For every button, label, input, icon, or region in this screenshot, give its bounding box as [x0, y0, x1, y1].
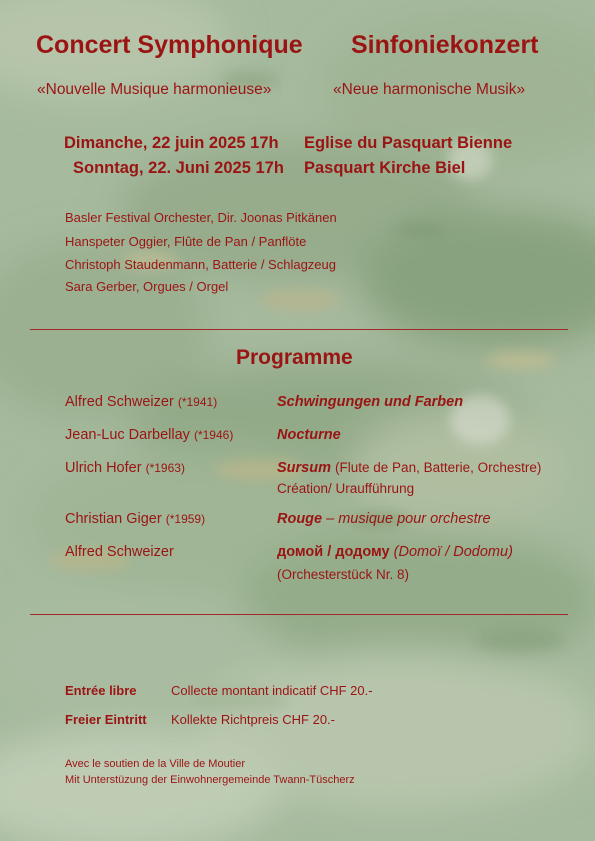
work-5-note: (Orchesterstück Nr. 8) [277, 567, 410, 582]
entry-label-de: Freier Eintritt [65, 712, 147, 727]
composer-name: Ulrich Hofer [65, 460, 142, 476]
work-5 [277, 544, 513, 560]
work-3-note: Création/ Uraufführung [277, 481, 415, 496]
divider-bottom [30, 614, 568, 615]
work-title: домой / додому [277, 544, 390, 560]
work-detail: – musique pour orchestre [326, 511, 491, 527]
divider-top [30, 329, 568, 330]
work-3 [277, 460, 541, 476]
composer-name: Alfred Schweizer [65, 544, 174, 560]
work-4 [277, 511, 491, 527]
date-fr: Dimanche, 22 juin 2025 17h [64, 134, 279, 152]
support-de: Mit Unterstüzung der Einwohnergemeinde Twann-Tüscherz [65, 774, 355, 786]
composer-2 [65, 427, 233, 443]
work-2: Nocturne [277, 427, 341, 443]
place-de: Pasquart Kirche Biel [304, 159, 466, 177]
work-detail: (Domoï / Dodomu) [393, 544, 513, 560]
title-de: Sinfoniekonzert [351, 31, 539, 59]
date-de: Sonntag, 22. Juni 2025 17h [73, 159, 284, 177]
composer-year: (*1941) [177, 395, 218, 409]
work-title: Rouge [277, 511, 323, 527]
composer-year: (*1963) [145, 461, 185, 475]
subtitle-fr: «Nouvelle Musique harmonieuse» [37, 81, 272, 98]
entry-label-fr: Entrée libre [65, 683, 137, 698]
performer-panflute: Hanspeter Oggier, Flûte de Pan / Panflöte [65, 234, 307, 249]
place-fr: Eglise du Pasquart Bienne [304, 134, 513, 152]
work-title: Sursum [277, 460, 331, 476]
performer-orchestra: Basler Festival Orchester, Dir. Joonas Pitkänen [65, 210, 337, 225]
composer-4 [65, 511, 205, 527]
composer-3 [65, 460, 185, 476]
composer-year: (*1959) [165, 512, 206, 526]
composer-name: Christian Giger [65, 511, 162, 527]
work-detail: (Flute de Pan, Batterie, Orchestre) [335, 460, 542, 475]
subtitle-de: «Neue harmonische Musik» [333, 81, 526, 98]
composer-year: (*1946) [193, 428, 234, 442]
programme-title: Programme [236, 346, 353, 369]
entry-text-de: Kollekte Richtpreis CHF 20.- [171, 712, 335, 727]
composer-5 [65, 544, 174, 560]
composer-name: Jean-Luc Darbellay [65, 427, 190, 443]
composer-name: Alfred Schweizer [65, 394, 174, 410]
support-fr: Avec le soutien de la Ville de Moutier [65, 758, 245, 770]
performer-percussion: Christoph Staudenmann, Batterie / Schlagzeug [65, 257, 337, 272]
performer-organ: Sara Gerber, Orgues / Orgel [65, 279, 229, 294]
work-1: Schwingungen und Farben [277, 394, 464, 410]
title-fr: Concert Symphonique [36, 31, 303, 59]
composer-1 [65, 394, 217, 410]
entry-text-fr: Collecte montant indicatif CHF 20.- [171, 683, 373, 698]
